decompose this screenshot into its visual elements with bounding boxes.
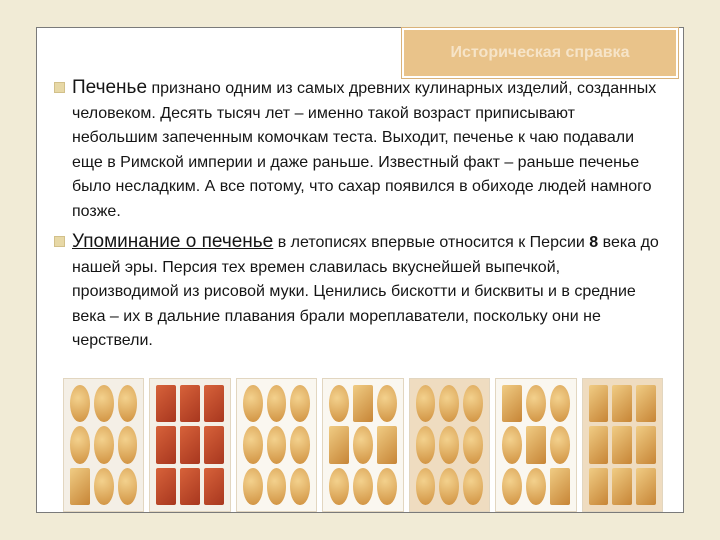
slide-title: Историческая справка	[450, 44, 630, 61]
cookie-assortment-image	[322, 378, 403, 512]
cookie-gallery	[63, 378, 663, 512]
paragraph-first-mention	[54, 230, 664, 354]
cookie-boxes-image	[582, 378, 663, 512]
bullet-icon	[54, 236, 65, 247]
paragraph-cookie-origin	[54, 76, 664, 224]
cookie-chart-image	[409, 378, 490, 512]
paragraph-text: века до нашей эры. Персия тех времен славилась вкуснейшей выпечкой, производимой из рисовой муки. Ценились бискотти и бисквиты и в средние века – их в дальние плавания брали мореплаватели, поскольку они не черствели.	[72, 234, 659, 349]
baked-biscuits-image	[149, 378, 230, 512]
century-number: 8	[589, 234, 599, 251]
lead-mention: Упоминание о печенье	[72, 231, 274, 252]
paragraph-text: в летописях впервые относится к Персии	[273, 234, 590, 251]
bullet-icon	[54, 82, 65, 93]
lead-cookie: Печенье	[72, 77, 148, 98]
pastry-chart-image	[495, 378, 576, 512]
title-box	[402, 28, 678, 78]
paragraph-text: признано одним из самых древних кулинарных изделий, созданных человеком. Десять тысяч лет – именно такой возраст приписывают небольшим запеченным комочкам теста. Выходит, печенье к чаю подавали еще в Римской империи и даже раньше. Известный факт – раньше печенье было несладким. А все потому, что сахар появился в обиходе людей намного позже.	[72, 80, 657, 220]
content	[54, 76, 664, 354]
round-cookies-image	[63, 378, 144, 512]
cookie-variety-image	[236, 378, 317, 512]
